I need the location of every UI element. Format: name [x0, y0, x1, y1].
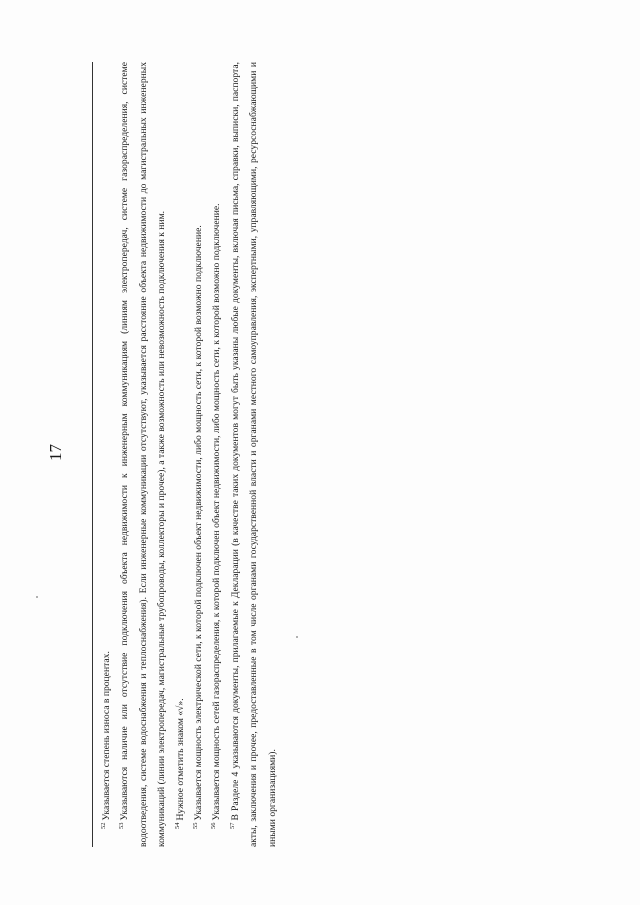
footnote-text: В Разделе 4 указываются документы, прилагаемые к Декларации (в качестве таких документов могут быть указаны любые документы, включая письма, справки, выписки, паспорта, акты, заключения и прочее, предоставленные в том числе органами государственной власти и органами местного самоуправления, экспертными, управляющими, ресурсоснабжающими и иными организациями). [229, 62, 278, 847]
footnote-number: 56 [210, 822, 218, 829]
footnote-number: 54 [173, 822, 181, 829]
page-number: 17 [46, 444, 65, 461]
footnotes [98, 62, 282, 847]
footnote-text: Указывается мощность электрической сети, к которой подключен объект недвижимости, либо мощность сети, к которой возможно подключение. [193, 225, 205, 821]
footnote-text: Указываются наличие или отсутствие подключения объекта недвижимости к инженерным коммуникациям (линиям электропередач, системе газораспределения, системе водоотведения, системе водоснабжения и теплоснабжения). Если инженерные коммуникации отсутствуют, указывается расстояние объекта недвижимости до магистральных инженерных коммуникаций (линии электропередач, магистральные трубопроводы, коллекторы и прочее), а также возможность или невозможность подключения к ним. [119, 62, 168, 847]
footnote-number: 52 [100, 822, 107, 829]
footnote-text: Указывается мощность сетей газораспределения, к которой подключен объект недвижимости, либо мощность сети, к которой возможно подключение. [211, 203, 223, 821]
footnote-text: Нужное отметить знаком «√». [174, 698, 186, 821]
footnote-55 [190, 62, 208, 847]
rotated-content [40, 40, 600, 865]
footnote-number: 57 [228, 822, 236, 829]
footnote-number: 55 [192, 822, 200, 829]
footnote-text: Указывается степень износа в процентах. [101, 651, 112, 821]
footnote-separator [92, 62, 93, 847]
scan-speck [36, 596, 38, 598]
footnote-54 [172, 62, 190, 847]
footnote-53 [116, 62, 171, 847]
footnote-52 [98, 62, 116, 847]
footnote-56 [208, 62, 226, 847]
footnote-57 [227, 62, 282, 847]
footnote-number: 53 [118, 822, 126, 829]
